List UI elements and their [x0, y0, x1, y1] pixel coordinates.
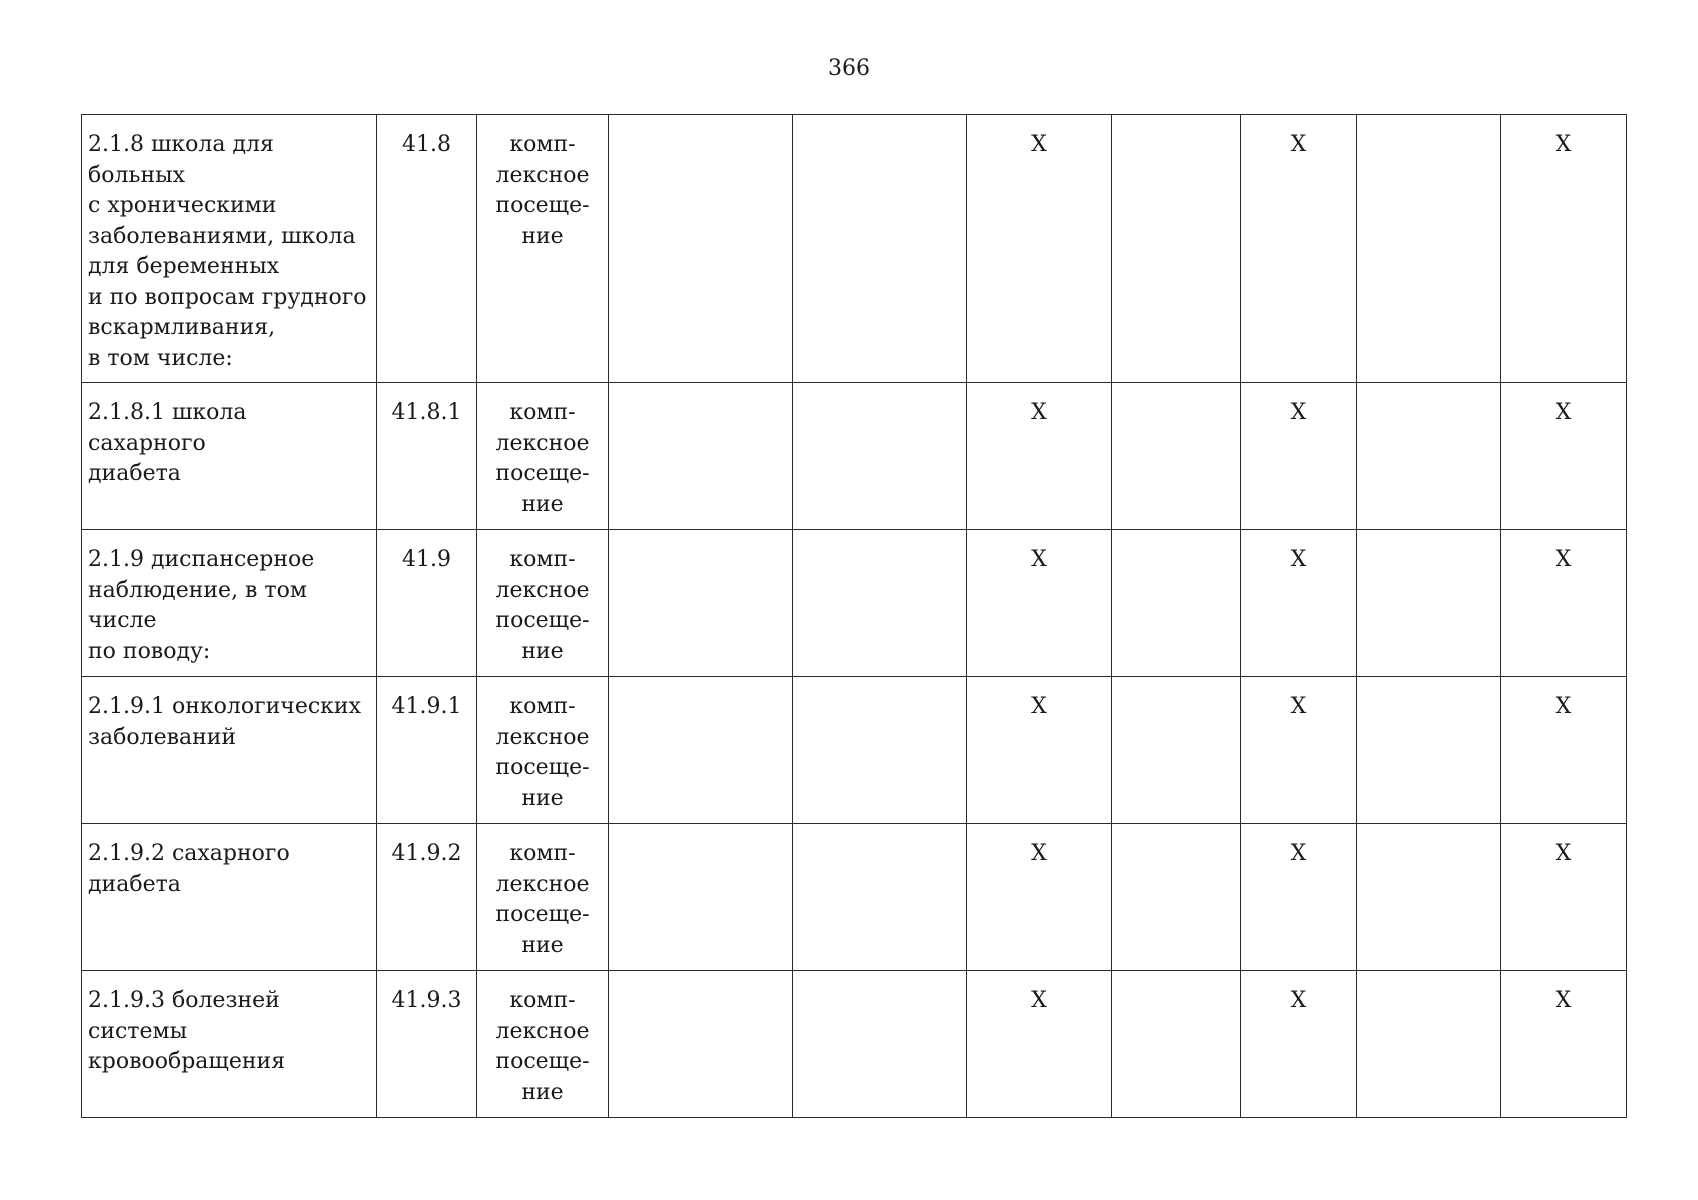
empty-cell	[1112, 530, 1241, 677]
mark-cell: X	[1241, 971, 1357, 1118]
empty-cell	[793, 530, 967, 677]
mark-cell: X	[1241, 383, 1357, 530]
mark-cell: X	[1241, 824, 1357, 971]
empty-cell	[1112, 971, 1241, 1118]
empty-cell	[1112, 383, 1241, 530]
empty-cell	[609, 677, 793, 824]
empty-cell	[1112, 824, 1241, 971]
row-unit-cell: комп- лексное посеще- ние	[477, 677, 609, 824]
row-name-cell: 2.1.9.2 сахарного диабета	[82, 824, 377, 971]
mark-cell: X	[1501, 530, 1627, 677]
empty-cell	[1357, 971, 1501, 1118]
mark-cell: X	[1501, 824, 1627, 971]
mark-cell: X	[1241, 115, 1357, 383]
table-row	[82, 824, 1627, 971]
empty-cell	[793, 677, 967, 824]
empty-cell	[609, 115, 793, 383]
row-unit-cell: комп- лексное посеще- ние	[477, 971, 609, 1118]
empty-cell	[793, 824, 967, 971]
data-table	[81, 114, 1627, 1118]
empty-cell	[793, 971, 967, 1118]
mark-cell: X	[967, 677, 1112, 824]
mark-cell: X	[1241, 677, 1357, 824]
mark-cell: X	[1501, 677, 1627, 824]
empty-cell	[609, 530, 793, 677]
empty-cell	[609, 383, 793, 530]
row-unit-cell: комп- лексное посеще- ние	[477, 530, 609, 677]
empty-cell	[1357, 115, 1501, 383]
empty-cell	[609, 971, 793, 1118]
table-row	[82, 971, 1627, 1118]
row-code-cell: 41.8	[377, 115, 477, 383]
empty-cell	[1357, 530, 1501, 677]
row-name-cell: 2.1.8.1 школа сахарного диабета	[82, 383, 377, 530]
empty-cell	[1357, 824, 1501, 971]
row-code-cell: 41.9.1	[377, 677, 477, 824]
mark-cell: X	[1501, 115, 1627, 383]
row-code-cell: 41.9.3	[377, 971, 477, 1118]
row-unit-cell: комп- лексное посеще- ние	[477, 115, 609, 383]
table-row	[82, 383, 1627, 530]
row-unit-cell: комп- лексное посеще- ние	[477, 383, 609, 530]
empty-cell	[1357, 383, 1501, 530]
empty-cell	[609, 824, 793, 971]
empty-cell	[1112, 115, 1241, 383]
row-name-cell: 2.1.9.3 болезней системы кровообращения	[82, 971, 377, 1118]
empty-cell	[1112, 677, 1241, 824]
mark-cell: X	[1241, 530, 1357, 677]
row-code-cell: 41.9.2	[377, 824, 477, 971]
mark-cell: X	[1501, 971, 1627, 1118]
row-name-cell: 2.1.9.1 онкологических заболеваний	[82, 677, 377, 824]
mark-cell: X	[967, 971, 1112, 1118]
mark-cell: X	[1501, 383, 1627, 530]
empty-cell	[793, 383, 967, 530]
mark-cell: X	[967, 383, 1112, 530]
row-code-cell: 41.9	[377, 530, 477, 677]
mark-cell: X	[967, 115, 1112, 383]
page-number: 366	[828, 56, 870, 81]
row-unit-cell: комп- лексное посеще- ние	[477, 824, 609, 971]
mark-cell: X	[967, 824, 1112, 971]
empty-cell	[793, 115, 967, 383]
empty-cell	[1357, 677, 1501, 824]
table-row	[82, 115, 1627, 383]
row-code-cell: 41.8.1	[377, 383, 477, 530]
row-name-cell: 2.1.9 диспансерное наблюдение, в том числе по поводу:	[82, 530, 377, 677]
table-row	[82, 530, 1627, 677]
mark-cell: X	[967, 530, 1112, 677]
table-row	[82, 677, 1627, 824]
row-name-cell: 2.1.8 школа для больных с хроническими заболеваниями, школа для беременных и по вопросам грудного вскармливания, в том числе:	[82, 115, 377, 383]
